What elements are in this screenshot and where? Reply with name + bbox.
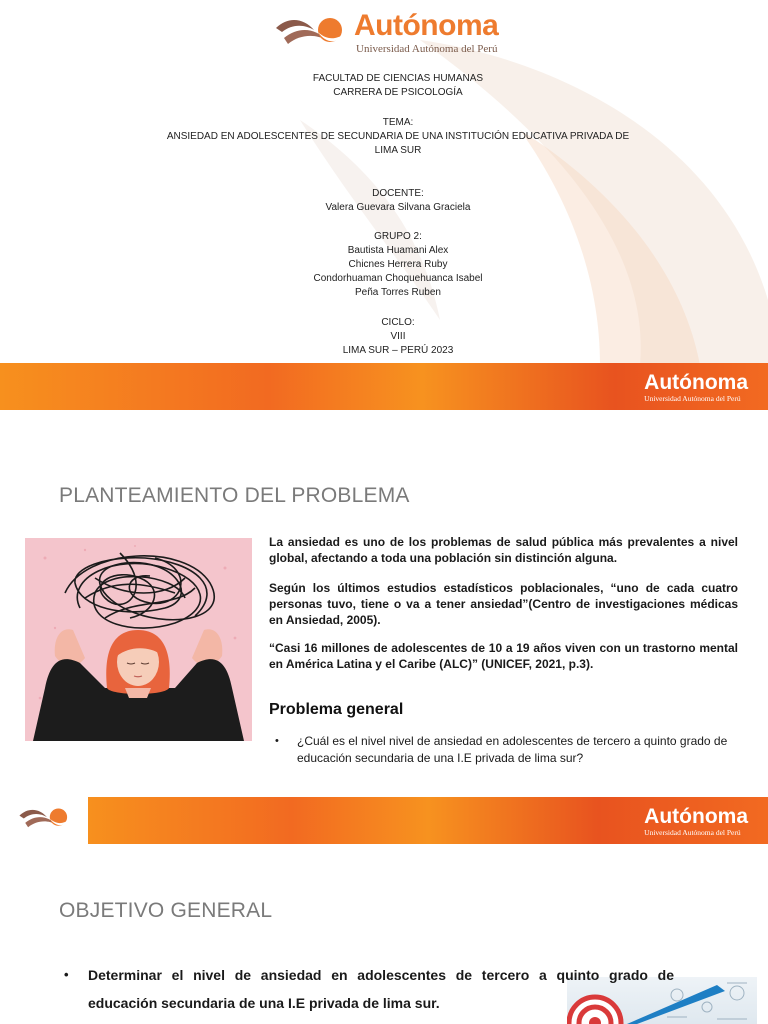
band-logo-wordmark: Autónoma bbox=[644, 805, 748, 828]
problem-paragraph-1: La ansiedad es uno de los problemas de salud pública más prevalentes a nivel global, afectando a toda una población sin distinción alguna. bbox=[269, 535, 738, 565]
cycle-value: VIII bbox=[390, 331, 406, 342]
orange-header-band bbox=[88, 797, 768, 844]
band-logo bbox=[644, 372, 748, 403]
bullet-icon: • bbox=[275, 735, 279, 747]
group-block bbox=[100, 230, 696, 300]
faculty-block bbox=[100, 72, 696, 100]
group-member: Chicnes Herrera Ruby bbox=[348, 259, 448, 270]
topic-block bbox=[100, 116, 696, 158]
teacher-block bbox=[100, 187, 696, 215]
problem-general-heading: Problema general bbox=[269, 701, 404, 718]
problem-paragraph-2: Según los últimos estudios estadísticos poblacionales, “uno de cada cuatro personas tuvo, tiene o va a tener ansiedad”(Centro de investigaciones médicas en Ansiedad, 2005). bbox=[269, 581, 738, 627]
place-date: LIMA SUR – PERÚ 2023 bbox=[342, 345, 454, 356]
problem-paragraph-3: “Casi 16 millones de adolescentes de 10 a 19 años viven con un trastorno mental en América Latina y el Caribe (ALC)” (UNICEF, 2021, p.3). bbox=[269, 641, 738, 671]
autonoma-logo bbox=[274, 10, 514, 58]
cycle-label: CICLO: bbox=[381, 317, 415, 328]
group-label: GRUPO 2: bbox=[374, 231, 422, 242]
teacher-label: DOCENTE: bbox=[372, 188, 424, 199]
topic-label: TEMA: bbox=[382, 117, 414, 128]
faculty-name: FACULTAD DE CIENCIAS HUMANAS bbox=[312, 73, 484, 84]
cover-slide bbox=[0, 0, 768, 410]
career-name: CARRERA DE PSICOLOGÍA bbox=[333, 87, 463, 98]
autonoma-swoosh-icon bbox=[18, 805, 70, 835]
group-member: Condorhuaman Choquehuanca Isabel bbox=[313, 273, 483, 284]
topic-line-2: LIMA SUR bbox=[374, 145, 422, 156]
cycle-block bbox=[100, 316, 696, 358]
band-logo-subtitle: Universidad Autónoma del Perú bbox=[644, 828, 741, 837]
brand-subtitle: Universidad Autónoma del Perú bbox=[356, 43, 498, 55]
band-logo-wordmark: Autónoma bbox=[644, 371, 748, 394]
group-member: Bautista Huamani Alex bbox=[347, 245, 449, 256]
slide-title: PLANTEAMIENTO DEL PROBLEMA bbox=[59, 484, 410, 507]
objective-item bbox=[64, 961, 674, 1017]
problem-slide bbox=[0, 410, 768, 795]
band-logo-subtitle: Universidad Autónoma del Perú bbox=[644, 394, 741, 403]
autonoma-swoosh-icon bbox=[274, 14, 346, 54]
group-member: Peña Torres Ruben bbox=[355, 287, 441, 298]
bullet-icon: • bbox=[64, 967, 69, 982]
problem-question: ¿Cuál es el nivel nivel de ansiedad en adolescentes de tercero a quinto grado de educación secundaria de una I.E privada de lima sur? bbox=[297, 734, 728, 765]
anxious-woman-image bbox=[25, 538, 252, 741]
problem-question-item bbox=[275, 733, 739, 767]
topic-line-1: ANSIEDAD EN ADOLESCENTES DE SECUNDARIA DE UNA INSTITUCIÓN EDUCATIVA PRIVADA DE bbox=[166, 131, 630, 142]
brand-wordmark: Autónoma bbox=[354, 9, 499, 42]
objective-slide bbox=[0, 795, 768, 1024]
anxiety-illustration bbox=[25, 538, 252, 741]
orange-footer-band bbox=[0, 363, 768, 410]
teacher-name: Valera Guevara Silvana Graciela bbox=[325, 202, 471, 213]
slide-title: OBJETIVO GENERAL bbox=[59, 899, 273, 922]
objective-text: Determinar el nivel de ansiedad en adolescentes de tercero a quinto grado de educación secundaria de una I.E privada de lima sur. bbox=[88, 967, 674, 1011]
band-logo bbox=[644, 806, 748, 837]
